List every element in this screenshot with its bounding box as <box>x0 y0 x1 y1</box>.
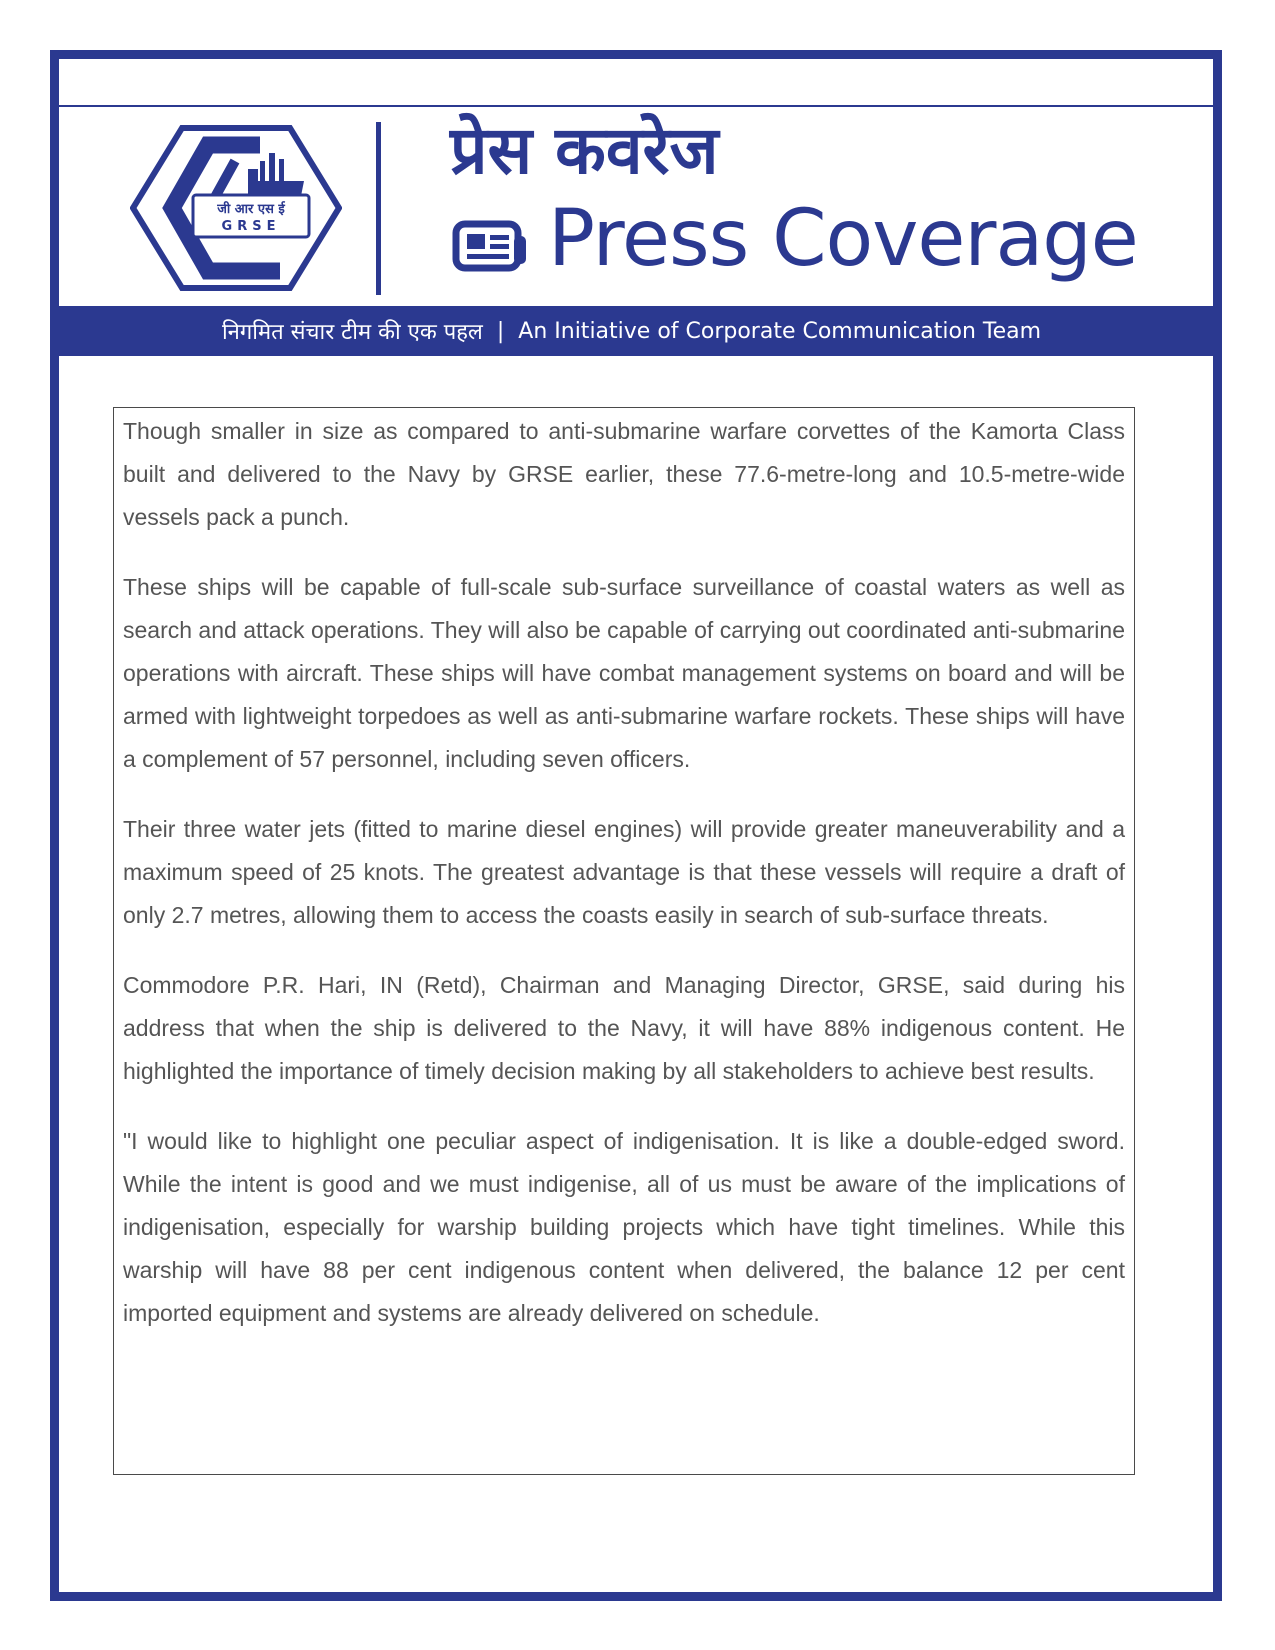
banner-hindi: निगमित संचार टीम की एक पहल <box>221 320 483 345</box>
initiative-banner <box>50 306 1213 356</box>
article-paragraph: Commodore P.R. Hari, IN (Retd), Chairman and Managing Director, GRSE, said during his address that when the ship is delivered to the Navy, it will have 88% indigenous content. He highlighted the importance of timely decision making by all stakeholders to achieve best results. <box>123 972 1125 1084</box>
article-paragraph: Though smaller in size as compared to anti-submarine warfare corvettes of the Kamorta Class built and delivered to the Navy by GRSE earlier, these 77.6-metre-long and 10.5-metre-wide vessels pack a punch. <box>123 418 1125 530</box>
article-paragraph: Their three water jets (fitted to marine diesel engines) will provide greater maneuverability and a maximum speed of 25 knots. The greatest advantage is that these vessels will require a draft of only 2.7 metres, allowing them to access the coasts easily in search of sub-surface threats. <box>123 816 1125 928</box>
article-paragraph: "I would like to highlight one peculiar aspect of indigenisation. It is like a double-edged sword. While the intent is good and we must indigenise, all of us must be aware of the implications of indigenisation, especially for warship building projects which have tight timelines. While this warship will have 88 per cent indigenous content when delivered, the balance 12 per cent imported equipment and systems are already delivered on schedule. <box>123 1128 1125 1326</box>
title-english: Press Coverage <box>548 194 1138 284</box>
article-paragraph: These ships will be capable of full-scale sub-surface surveillance of coastal waters as well as search and attack operations. They will also be capable of carrying out coordinated anti-submarine operations with aircraft. These ships will have combat management systems on board and will be armed with lightweight torpedoes as well as anti-submarine warfare rockets. These ships will have a complement of 57 personnel, including seven officers. <box>123 574 1125 772</box>
header-divider <box>376 122 381 295</box>
header-top-rule <box>59 105 1213 107</box>
banner-separator: | <box>496 318 505 344</box>
banner-english: An Initiative of Corporate Communication Team <box>518 318 1042 344</box>
newspaper-icon <box>452 220 528 272</box>
logo-english-text: GRSE <box>221 219 281 234</box>
logo-hindi-text: जी आर एस ई <box>217 202 285 217</box>
grse-logo <box>130 125 342 291</box>
article-box <box>113 407 1135 1475</box>
title-hindi: प्रेस कवरेज <box>450 112 719 189</box>
